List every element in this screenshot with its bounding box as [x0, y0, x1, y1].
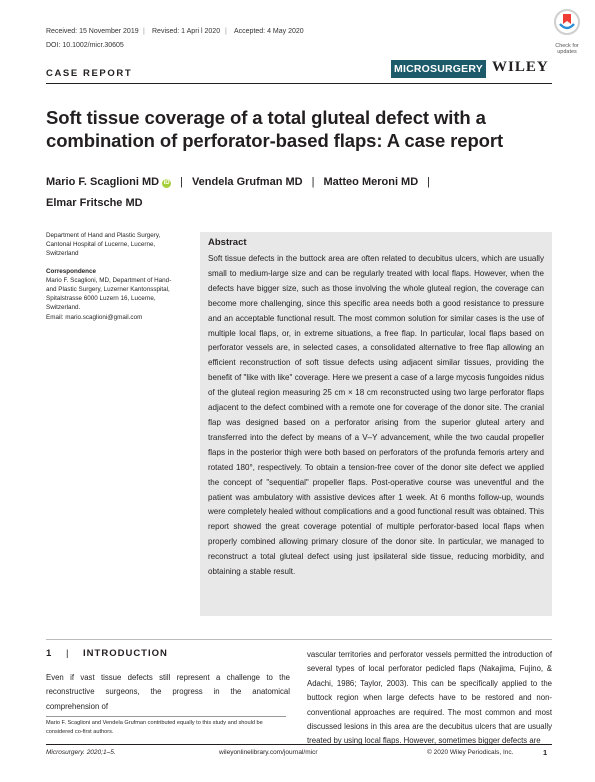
- check-for-updates-badge[interactable]: [546, 8, 588, 55]
- footer-url[interactable]: wileyonlinelibrary.com/journal/micr: [219, 749, 318, 756]
- affiliation-line: Cantonal Hospital of Lucerne, Lucerne,: [46, 241, 156, 249]
- accepted-date: Accepted: 4 May 2020: [234, 28, 304, 35]
- intro-left-column: Even if vast tissue defects still represent a challenge to the reconstructive surgeons, the progress in the anatomical comprehension of: [46, 673, 290, 711]
- meta-separator: |: [143, 28, 145, 35]
- author-name[interactable]: Vendela Grufman MD: [191, 176, 303, 188]
- meta-separator: |: [225, 28, 227, 35]
- correspondence-line: Spitalstrasse 6000 Luzern 16, Lucerne,: [46, 295, 156, 303]
- author-separator: |: [311, 176, 315, 188]
- author-separator: |: [427, 176, 431, 188]
- footer-copyright: © 2020 Wiley Periodicals, Inc.: [427, 749, 514, 756]
- section-title: INTRODUCTION: [83, 648, 168, 659]
- badge-label: Check for updates: [555, 43, 579, 55]
- revised-date: Revised: 1 Apri l 2020: [152, 28, 221, 35]
- author-name[interactable]: Elmar Fritsche MD: [46, 197, 143, 209]
- author-name[interactable]: Matteo Meroni MD: [323, 176, 419, 188]
- title-line: combination of perforator-based flaps: A case report: [46, 130, 504, 151]
- author-name[interactable]: Mario F. Scaglioni MD: [46, 176, 160, 188]
- correspondence-heading: Correspondence: [46, 267, 97, 275]
- correspondence-line: Mario F. Scaglioni, MD, Department of Hand-: [46, 276, 172, 284]
- section-separator: |: [65, 648, 70, 659]
- received-date: Received: 15 November 2019: [46, 28, 139, 35]
- intro-heading: [46, 648, 168, 659]
- author-separator: |: [180, 176, 183, 188]
- footnote-rule: [46, 716, 286, 717]
- abstract-text: Soft tissue defects in the buttock area are often related to decubitus ulcers, which are usually small to medium-large size and can be regularly treated with local flaps. However, when the defects have bigger size, such as those involving the whole gluteal region, the coverage can become more challenging, since this specific area needs both a good resistance to pressure and an acceptable functional result. The most common solution for similar cases is the use of multiple local flaps, or, in extreme situations, a free flap. In particular, local flaps based on perforator vessels are, in selected cases, a consolidated alternative to free flap allowing an efficient reconstruction of soft tissue defects using adjacent similar tissues, providing the benefit of "like with like" coverage. Here we present a case of a large mycosis fungoides nidus of the gluteal region measuring 25 cm × 18 cm reconstructed using two large perforator flaps adjacent to the defect combined with a remote one for coverage of the donor site. The cranial flap was designed based on a perforator arising from the superior gluteal artery and transferred into the defect by means of a V–Y advancement, while the two caudal propeller flaps in the posterior thigh were both based on perforators of the profunda femoris artery and rotated 180°, respectively. To obtain a tension-free cover of the donor site defect we applied the concept of "sequential" propeller flaps. Post-operative course was uneventful and the patient was ambulatory with assistive devices after 1 week. At 6 months follow-up, wounds were completely healed without complications and a good functional result was obtained. This report showed the great coverage potential of multiple perforator-based local flaps when properly combined allowing primary closure of the donor site. In particular, we managed to reconstruct a total gluteal defect using just ipsilateral side tissue, reducing morbidity, and obtaining a stable result.: [208, 254, 544, 577]
- crossmark-icon: [546, 8, 588, 38]
- abstract-heading: Abstract: [208, 237, 247, 248]
- publisher-logo: WILEY: [492, 59, 549, 75]
- affiliation-block: [46, 231, 196, 322]
- footnote: Mario F. Scaglioni and Vendela Grufman contributed equally to this study and should be considered co-first authors.: [46, 720, 263, 735]
- section-label: CASE REPORT: [46, 68, 133, 79]
- title-line: Soft tissue coverage of a total gluteal defect with a: [46, 107, 486, 128]
- correspondence-line: Switzerland.: [46, 304, 81, 312]
- affiliation-line: Switzerland: [46, 250, 79, 258]
- footer-rule: [46, 744, 552, 745]
- header-rule: [46, 83, 552, 84]
- page-number: 1: [543, 748, 548, 757]
- section-number: 1: [46, 648, 53, 659]
- correspondence-line: and Plastic Surgery, Luzerner Kantonsspital,: [46, 286, 170, 294]
- abstract-box: [200, 232, 552, 616]
- orcid-icon[interactable]: iD: [163, 180, 170, 186]
- journal-logo: MICROSURGERY: [391, 60, 486, 78]
- footer-citation: Microsurgery. 2020;1–5.: [46, 749, 116, 756]
- doi[interactable]: DOI: 10.1002/micr.30605: [46, 42, 124, 49]
- correspondence-email[interactable]: Email: mario.scaglioni@gmail.com: [46, 313, 143, 321]
- article-title: [46, 106, 552, 152]
- intro-right-column: vascular territories and perforator vessels permitted the introduction of several types of local perforator pedicled flaps (Nakajima, Fujino, & Adachi, 1986; Taylor, 2003). This can be specifically applied to the buttock region when large defects have to be restored and non-conventional approaches are required. The most common and most discussed lesions in this area are the decubitus ulcers that are usually treated by using local flaps. However, sometimes bigger defects are: [307, 650, 552, 746]
- section-rule: [46, 639, 552, 640]
- author-list: [46, 172, 552, 214]
- affiliation-line: Department of Hand and Plastic Surgery,: [46, 232, 161, 239]
